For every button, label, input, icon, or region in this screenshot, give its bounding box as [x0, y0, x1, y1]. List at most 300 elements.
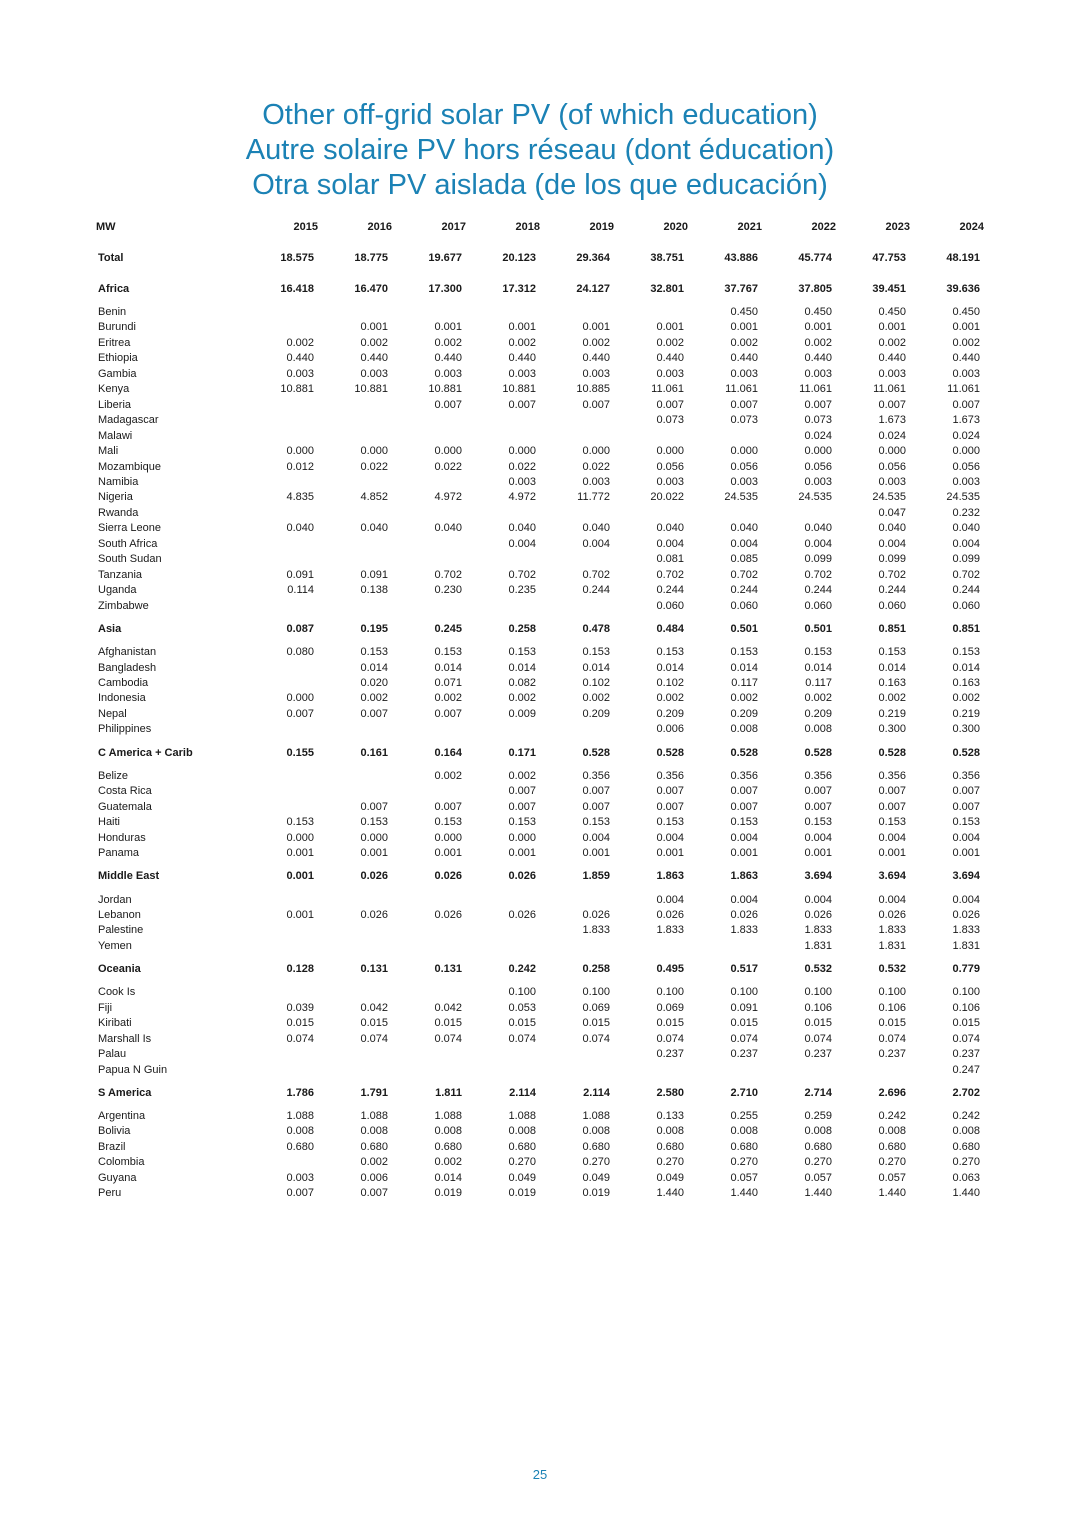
region-row-value: 0.001	[286, 870, 314, 883]
country-row-value: 1.088	[434, 1110, 462, 1123]
country-row-value: 0.270	[582, 1156, 610, 1169]
total-row-value: 29.364	[576, 251, 610, 264]
country-row-value: 1.440	[878, 1187, 906, 1200]
country-row-value: 0.007	[656, 800, 684, 813]
country-row-value: 0.014	[434, 1171, 462, 1184]
country-row-value: 0.000	[434, 831, 462, 844]
country-row-value: 0.008	[286, 1125, 314, 1138]
country-row	[96, 444, 984, 459]
country-row-value	[244, 537, 318, 552]
country-row-value: 0.440	[286, 352, 314, 365]
region-row-value: 0.528	[582, 746, 610, 759]
country-row-value: 0.440	[656, 352, 684, 365]
region-row-value: 2.114	[509, 1086, 536, 1099]
region-row	[96, 614, 984, 645]
country-row-value: 0.026	[730, 908, 758, 921]
country-row-value	[244, 413, 318, 428]
country-row-value: 0.006	[656, 723, 684, 736]
region-row-label: Africa	[98, 282, 130, 295]
country-row-value	[540, 506, 614, 521]
country-row-value: 0.007	[656, 785, 684, 798]
region-row-value: 0.131	[360, 963, 388, 976]
country-row-value: 0.026	[804, 908, 832, 921]
country-row-value: 0.001	[878, 847, 906, 860]
country-row-label: Liberia	[98, 398, 132, 411]
country-row-value: 0.040	[434, 522, 462, 535]
country-row	[96, 661, 984, 676]
region-row-value: 0.528	[804, 746, 832, 759]
country-row-value: 0.244	[730, 584, 758, 597]
country-row-value: 0.022	[508, 460, 536, 473]
country-row	[96, 800, 984, 815]
country-row-value: 0.680	[730, 1140, 758, 1153]
page-number: 25	[532, 1467, 548, 1482]
country-row-value	[244, 305, 318, 320]
country-row-label: Brazil	[98, 1140, 126, 1153]
country-row-value: 0.680	[952, 1140, 980, 1153]
country-row	[96, 320, 984, 335]
country-row-value: 0.015	[360, 1017, 388, 1030]
country-row-value: 0.138	[360, 584, 388, 597]
region-row-value: 37.767	[724, 282, 758, 295]
country-row-value: 0.000	[434, 445, 462, 458]
region-row-value: 0.131	[434, 963, 462, 976]
country-row-value	[244, 506, 318, 521]
country-row-value: 0.237	[730, 1048, 758, 1061]
country-row	[96, 1047, 984, 1062]
country-row	[96, 1109, 984, 1124]
country-row-value: 0.008	[804, 1125, 832, 1138]
country-row-value: 0.049	[582, 1171, 610, 1184]
country-row-value: 0.237	[656, 1048, 684, 1061]
country-row-value	[392, 893, 466, 908]
country-row-value	[392, 1047, 466, 1062]
country-row-value	[318, 769, 392, 784]
country-row-value: 0.117	[731, 676, 758, 689]
country-row-value	[688, 429, 762, 444]
country-row-value: 24.535	[872, 491, 906, 504]
country-row-value: 0.450	[804, 306, 832, 318]
country-row-label: Indonesia	[98, 692, 146, 705]
total-row-value: 19.677	[428, 251, 462, 264]
country-row-value: 0.680	[434, 1140, 462, 1153]
country-row-value	[318, 413, 392, 428]
region-row-value: 1.786	[286, 1086, 314, 1099]
country-row-value: 0.002	[656, 336, 684, 349]
country-row-value: 0.022	[434, 460, 462, 473]
country-row-label: Colombia	[98, 1156, 145, 1169]
country-row-value: 1.440	[656, 1187, 684, 1200]
country-row-value	[392, 305, 466, 320]
country-row-value: 0.040	[656, 522, 684, 535]
country-row-label: Palestine	[98, 924, 144, 937]
region-row-value: 0.495	[656, 963, 684, 976]
country-row-value	[392, 939, 466, 954]
country-row-label: Kenya	[98, 383, 130, 396]
country-row-value: 0.163	[878, 676, 906, 689]
country-row-value: 0.002	[804, 692, 832, 705]
country-row-value: 0.100	[508, 986, 536, 999]
region-row-value: 37.805	[798, 282, 832, 295]
country-row-value: 0.153	[730, 646, 758, 659]
region-row-value: 0.161	[360, 746, 388, 759]
country-row-value: 0.007	[434, 398, 462, 411]
country-row-value: 0.001	[878, 321, 906, 334]
country-row-value: 0.073	[804, 414, 832, 427]
region-row-value: 2.714	[804, 1086, 832, 1099]
country-row-value: 0.153	[286, 816, 314, 829]
country-row-label: Zimbabwe	[98, 599, 149, 612]
country-row-value	[244, 320, 318, 335]
country-row-value: 0.153	[360, 816, 388, 829]
country-row-value: 0.060	[656, 599, 684, 612]
country-row-value	[540, 413, 614, 428]
country-row-value: 0.014	[582, 661, 610, 674]
country-row-value: 0.014	[508, 661, 536, 674]
country-row-value: 0.007	[952, 800, 980, 813]
country-row-value: 0.000	[804, 445, 832, 458]
country-row-value: 0.153	[582, 646, 610, 659]
country-row-value: 0.680	[656, 1140, 684, 1153]
country-row-value: 0.042	[434, 1001, 462, 1014]
country-row-value: 0.153	[952, 646, 980, 659]
country-row-value: 1.831	[952, 939, 980, 952]
country-row-value: 0.209	[804, 707, 832, 720]
country-row-value: 0.244	[656, 584, 684, 597]
country-row-value: 0.026	[952, 908, 980, 921]
total-row	[96, 243, 984, 274]
country-row-value	[392, 784, 466, 799]
country-row-value	[244, 722, 318, 737]
country-row-value: 0.026	[508, 908, 536, 921]
country-row-value: 0.008	[508, 1125, 536, 1138]
country-row-value: 0.100	[656, 986, 684, 999]
country-row-value: 0.003	[656, 475, 684, 488]
country-row-value: 0.244	[804, 584, 832, 597]
region-row-value: 0.528	[730, 746, 758, 759]
country-row-value	[244, 1063, 318, 1078]
country-row-value: 0.270	[730, 1156, 758, 1169]
country-row-value: 0.356	[878, 769, 906, 782]
country-row-label: Lebanon	[98, 908, 141, 921]
country-row-value: 0.007	[878, 800, 906, 813]
country-row-value	[540, 1047, 614, 1062]
country-row-label: South Sudan	[98, 553, 162, 566]
country-row-value: 0.004	[952, 893, 980, 906]
country-row-value: 0.014	[952, 661, 980, 674]
region-row	[96, 274, 984, 305]
country-row-value: 0.015	[804, 1017, 832, 1030]
country-row-value: 0.106	[878, 1001, 906, 1014]
table-body	[96, 243, 984, 1202]
region-row-value: 0.164	[434, 746, 462, 759]
country-row-value: 0.003	[582, 475, 610, 488]
country-row-value: 0.680	[360, 1140, 388, 1153]
country-row	[96, 1140, 984, 1155]
country-row-value: 0.244	[582, 584, 610, 597]
country-row-value: 0.004	[804, 831, 832, 844]
region-row-value: 3.694	[878, 870, 906, 883]
country-row-value: 0.450	[878, 306, 906, 318]
country-row-value: 0.001	[508, 321, 536, 334]
country-row-value: 0.057	[804, 1171, 832, 1184]
region-row-value: 1.811	[435, 1086, 462, 1099]
year-header: 2021	[737, 220, 762, 233]
country-row	[96, 769, 984, 784]
country-row-value: 0.102	[656, 676, 684, 689]
country-row	[96, 893, 984, 908]
country-row-value: 24.535	[798, 491, 832, 504]
title-spanish: Otra solar PV aislada (de los que educación)	[252, 169, 828, 201]
region-row-label: Middle East	[98, 870, 160, 883]
country-row-value	[466, 506, 540, 521]
country-row-value: 1.088	[360, 1110, 388, 1123]
country-row-value: 0.003	[508, 475, 536, 488]
country-row	[96, 985, 984, 1000]
country-row-value: 1.088	[582, 1110, 610, 1123]
country-row-value: 0.000	[582, 445, 610, 458]
country-row-value	[244, 398, 318, 413]
country-row-value: 0.244	[952, 584, 980, 597]
country-row-value: 0.001	[286, 908, 314, 921]
country-row-value: 0.015	[434, 1017, 462, 1030]
country-row-value: 0.007	[730, 398, 758, 411]
country-row-value: 0.007	[582, 785, 610, 798]
country-row-value: 0.106	[952, 1001, 980, 1014]
country-row-value: 0.009	[508, 707, 536, 720]
country-row-value: 11.772	[577, 491, 610, 504]
country-row-value: 0.002	[434, 769, 462, 782]
country-row-value: 0.000	[730, 445, 758, 458]
country-row-value	[392, 475, 466, 490]
country-row-label: Belize	[98, 769, 128, 782]
country-row-value: 0.004	[508, 537, 536, 550]
country-row-value: 0.004	[656, 893, 684, 906]
country-row-value: 4.972	[508, 491, 536, 504]
country-row-value: 1.833	[804, 924, 832, 937]
country-row-value: 1.833	[730, 924, 758, 937]
country-row-value: 0.001	[730, 847, 758, 860]
country-row-value: 0.440	[804, 352, 832, 365]
country-row-value	[244, 1047, 318, 1062]
country-row-value: 0.230	[434, 584, 462, 597]
country-row-value: 0.002	[434, 336, 462, 349]
country-row-value: 0.153	[434, 646, 462, 659]
country-row-value: 0.015	[730, 1017, 758, 1030]
region-row-value: 17.300	[428, 282, 462, 295]
country-row-value: 0.007	[434, 800, 462, 813]
country-row-label: Madagascar	[98, 414, 159, 427]
country-row-value	[392, 552, 466, 567]
country-row	[96, 1186, 984, 1201]
country-row-label: Honduras	[98, 831, 146, 844]
country-row-value: 0.047	[878, 506, 906, 519]
country-row-value: 0.237	[952, 1048, 980, 1061]
total-row-value: 45.774	[798, 251, 832, 264]
country-row-value: 11.061	[725, 383, 758, 396]
country-row-value: 0.007	[582, 398, 610, 411]
country-row	[96, 460, 984, 475]
country-row	[96, 382, 984, 397]
country-row-value: 0.001	[434, 321, 462, 334]
country-row-value: 0.015	[952, 1017, 980, 1030]
country-row	[96, 552, 984, 567]
region-row-value: 0.528	[878, 746, 906, 759]
country-row-value: 0.680	[582, 1140, 610, 1153]
country-row-value: 11.061	[873, 383, 906, 396]
country-row-value: 0.074	[804, 1032, 832, 1045]
country-row-value: 0.074	[360, 1032, 388, 1045]
country-row-value: 0.022	[360, 460, 388, 473]
country-row-value: 0.000	[286, 692, 314, 705]
country-row-value	[392, 923, 466, 938]
country-row-value: 0.040	[286, 522, 314, 535]
country-row-value: 0.074	[508, 1032, 536, 1045]
country-row-value	[614, 305, 688, 320]
country-row-value: 4.972	[434, 491, 462, 504]
country-row-value: 0.019	[434, 1187, 462, 1200]
country-row-value: 0.026	[360, 908, 388, 921]
country-row-value: 0.001	[804, 847, 832, 860]
country-row-value: 0.702	[730, 568, 758, 581]
country-row-value	[318, 893, 392, 908]
country-row-value: 0.356	[952, 769, 980, 782]
country-row-label: Tanzania	[98, 568, 143, 581]
country-row-label: Malawi	[98, 429, 133, 442]
country-row-value: 0.007	[508, 785, 536, 798]
country-row	[96, 1171, 984, 1186]
country-row-value: 0.356	[730, 769, 758, 782]
country-row-value: 10.881	[280, 383, 314, 396]
region-row-value: 1.863	[730, 870, 758, 883]
country-row-value: 0.000	[286, 445, 314, 458]
country-row-value: 0.002	[878, 692, 906, 705]
region-row-value: 32.801	[650, 282, 684, 295]
country-row-value: 0.440	[508, 352, 536, 365]
country-row-value: 0.702	[878, 568, 906, 581]
country-row-value	[318, 305, 392, 320]
country-row-value: 0.007	[286, 1187, 314, 1200]
country-row-value	[244, 923, 318, 938]
country-row-value: 0.004	[804, 537, 832, 550]
country-row-value	[466, 939, 540, 954]
country-row-value: 0.074	[434, 1032, 462, 1045]
country-row-value: 0.007	[360, 707, 388, 720]
country-row	[96, 490, 984, 505]
country-row-value: 0.000	[286, 831, 314, 844]
country-row-value: 0.003	[434, 367, 462, 380]
country-row-value	[392, 722, 466, 737]
country-row-value	[318, 537, 392, 552]
country-row	[96, 645, 984, 660]
country-row-value: 0.102	[582, 676, 610, 689]
country-row	[96, 537, 984, 552]
country-row-value: 0.004	[730, 831, 758, 844]
country-row-value	[244, 475, 318, 490]
country-row-value: 0.300	[878, 723, 906, 736]
country-row	[96, 583, 984, 598]
region-row-value: 39.451	[872, 282, 906, 295]
country-row-value: 0.004	[730, 893, 758, 906]
total-row-value: 48.191	[946, 251, 980, 264]
country-row-value	[244, 985, 318, 1000]
country-row-value: 0.024	[878, 429, 906, 442]
country-row-value	[244, 429, 318, 444]
country-row-value: 0.001	[952, 847, 980, 860]
country-row-value: 0.063	[952, 1171, 980, 1184]
country-row-label: Gambia	[98, 367, 137, 380]
country-row	[96, 367, 984, 382]
country-row-value: 0.001	[286, 847, 314, 860]
country-row-value: 0.002	[508, 769, 536, 782]
country-row-value: 0.014	[360, 661, 388, 674]
country-row-value: 0.007	[508, 398, 536, 411]
country-row-value: 0.069	[582, 1001, 610, 1014]
country-row-value: 0.356	[804, 769, 832, 782]
country-row-value: 0.450	[952, 306, 980, 318]
country-row-value: 0.259	[804, 1110, 832, 1123]
country-row-label: Ethiopia	[98, 352, 138, 365]
country-row-value: 0.001	[656, 321, 684, 334]
country-row-value: 0.069	[656, 1001, 684, 1014]
country-row-value: 0.000	[656, 445, 684, 458]
country-row-value	[244, 552, 318, 567]
country-row-value: 0.002	[360, 1156, 388, 1169]
region-row-value: 0.258	[582, 963, 610, 976]
country-row-value	[244, 1155, 318, 1170]
country-row-value: 0.163	[952, 676, 980, 689]
country-row-label: Bangladesh	[98, 661, 157, 674]
country-row-value	[318, 398, 392, 413]
region-row-value: 0.484	[656, 622, 684, 635]
country-row-label: Sierra Leone	[98, 522, 161, 535]
country-row-value: 0.680	[508, 1140, 536, 1153]
country-row-value: 11.061	[799, 383, 832, 396]
country-row-value	[392, 599, 466, 614]
region-row-label: C America + Carib	[98, 746, 193, 759]
page-title-block	[0, 98, 1080, 203]
year-header: 2023	[885, 220, 910, 233]
country-row-label: Jordan	[98, 893, 132, 906]
country-row-value: 0.153	[656, 816, 684, 829]
country-row-value: 0.099	[878, 553, 906, 566]
country-row-label: Burundi	[98, 321, 136, 334]
country-row-value: 0.001	[582, 321, 610, 334]
country-row-value: 0.000	[508, 445, 536, 458]
country-row-label: Peru	[98, 1187, 122, 1200]
country-row-value	[540, 893, 614, 908]
country-row-value: 0.007	[804, 800, 832, 813]
country-row-value: 0.002	[582, 692, 610, 705]
country-row-value: 0.042	[360, 1001, 388, 1014]
region-row-value: 0.532	[878, 963, 906, 976]
country-row-value: 0.026	[656, 908, 684, 921]
country-row-value	[318, 599, 392, 614]
country-row-label: Palau	[98, 1048, 127, 1061]
country-row-value: 24.535	[724, 491, 758, 504]
country-row-label: Yemen	[98, 939, 132, 952]
country-row-value	[318, 985, 392, 1000]
country-row-value: 0.004	[582, 831, 610, 844]
country-row-value	[466, 893, 540, 908]
country-row-value: 0.004	[878, 537, 906, 550]
country-row-value: 0.040	[360, 522, 388, 535]
country-row-value: 1.088	[286, 1110, 314, 1123]
country-row-label: Cambodia	[98, 676, 149, 689]
country-row-value: 0.015	[878, 1017, 906, 1030]
country-row-value: 0.004	[878, 831, 906, 844]
total-row-value: 43.886	[724, 251, 758, 264]
